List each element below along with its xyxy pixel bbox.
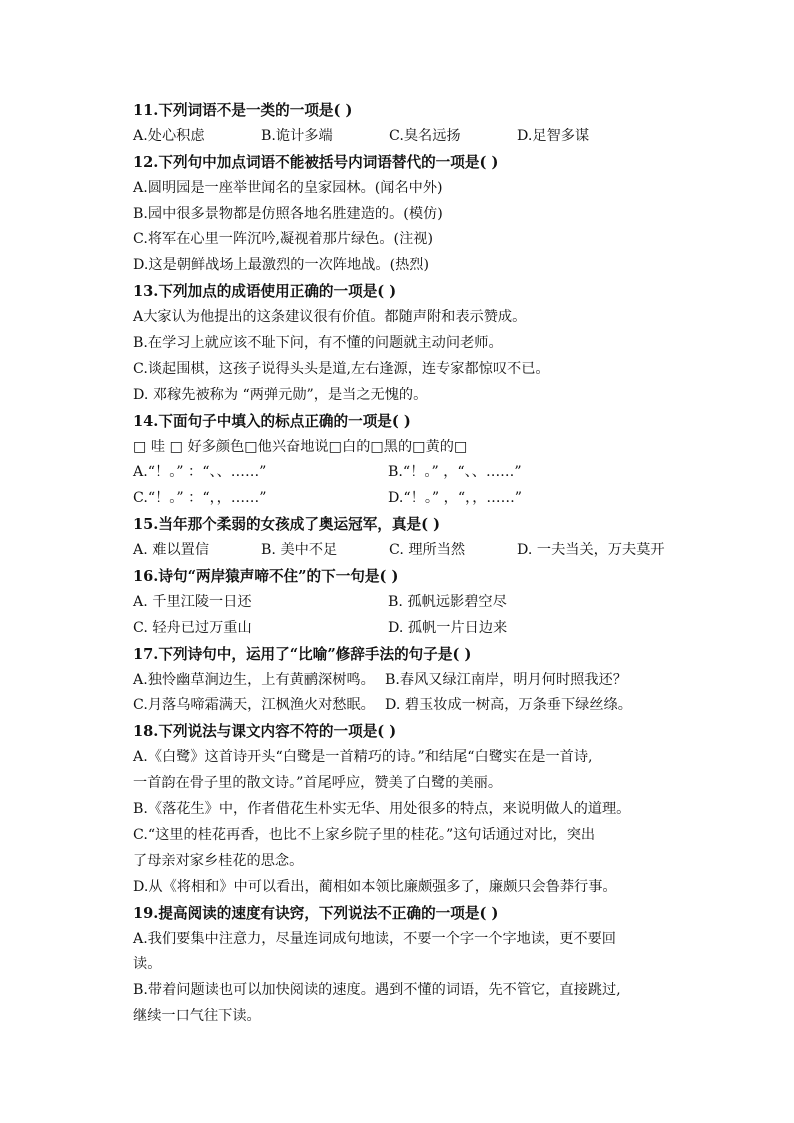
question-13-title: 13.下列加点的成语使用正确的一项是( ) — [133, 283, 397, 301]
question-19-title: 19.提高阅读的速度有诀窍，下列说法不正确的一项是( ) — [133, 904, 499, 922]
option-d: D.从《将相和》中可以看出，蔺相如本领比廉颇强多了，廉颇只会鲁莽行事。 — [133, 878, 617, 895]
option-a: A.我们要集中注意力，尽量连词成句地读，不要一个字一个字地读，更不要回 — [133, 930, 616, 947]
question-14-options-cd — [133, 486, 671, 512]
option-b: B.“！。” ，“、、……” — [388, 464, 522, 481]
question-16-options-cd — [133, 616, 671, 642]
question-15-title: 15.当年那个柔弱的女孩成了奥运冠军，真是( ) — [133, 516, 440, 534]
option-c: C.“这里的桂花再香，也比不上家乡院子里的桂花。”这句话通过对比，突出 — [133, 826, 596, 843]
option-c: C. 理所当然 — [389, 542, 466, 559]
option-d: D.“！。” ，“，，……” — [388, 490, 523, 507]
question-16-title: 16.诗句“两岸猿声啼不住”的下一句是( ) — [133, 568, 399, 586]
option-a: A.处心积虑 — [133, 127, 205, 144]
option-a: A.圆明园是一座举世闻名的皇家园林。(闻名中外) — [133, 179, 443, 196]
option-b: B. 孤帆远影碧空尽 — [388, 593, 507, 610]
option-b: B.诡计多端 — [261, 127, 333, 144]
option-d: D. 孤帆一片日边来 — [388, 619, 508, 636]
option-a-continued: 一首韵在骨子里的散文诗。”首尾呼应，赞美了白鹭的美丽。 — [133, 775, 503, 792]
option-a: A.“！。” ：“、、……” — [133, 464, 267, 481]
question-11-title: 11.下列词语不是一类的一项是( ) — [133, 102, 353, 119]
option-d: D. 一夫当关，万夫莫开 — [517, 542, 665, 559]
option-b-continued: 继续一口气往下读。 — [133, 1008, 261, 1025]
option-a-continued: 读。 — [133, 956, 162, 973]
option-c-continued: 了母亲对家乡桂花的思念。 — [133, 852, 304, 869]
option-a: A大家认为他提出的这条建议很有价值。都随声附和表示赞成。 — [133, 309, 527, 326]
question-18-title: 18.下列说法与课文内容不符的一项是( ) — [133, 723, 397, 741]
question-17-options-ab — [133, 668, 671, 694]
option-b: B.带着问题读也可以加快阅读的速度。遇到不懂的词语，先不管它，直接跳过, — [133, 982, 621, 999]
question-17-options-cd — [133, 693, 671, 719]
option-b: B.园中很多景物都是仿照各地名胜建造的。(模仿) — [133, 205, 443, 222]
option-b: B. 美中不足 — [261, 542, 338, 559]
question-12-title: 12.下列句中加点词语不能被括号内词语替代的一项是( ) — [133, 153, 499, 171]
option-d: D. 邓稼先被称为 “两弹元勋”，是当之无愧的。 — [133, 386, 428, 403]
option-b: B.春风又绿江南岸，明月何时照我还？ — [385, 671, 627, 688]
question-11-options — [133, 124, 671, 150]
option-d: D. 碧玉妆成一树高，万条垂下绿丝绦。 — [385, 697, 632, 714]
option-c: C.谈起围棋，这孩子说得头头是道,左右逢源，连专家都惊叹不已。 — [133, 360, 550, 377]
option-d: D.这是朝鲜战场上最激烈的一次阵地战。(热烈) — [133, 257, 430, 274]
question-14-options-ab — [133, 460, 671, 486]
option-d: D.足智多谋 — [517, 127, 590, 144]
option-a: A. 难以置信 — [133, 542, 210, 559]
option-b: B.《落花生》中，作者借花生朴实无华、用处很多的特点，来说明做人的道理。 — [133, 801, 631, 818]
option-c: C.臭名远扬 — [389, 127, 461, 144]
option-a: A.独怜幽草涧边生，上有黄鹂深树鸣。 — [133, 671, 375, 688]
question-14-sentence: □ 哇 □ 好多颜色□他兴奋地说□白的□黑的□黄的□ — [133, 438, 468, 455]
option-c: C.将军在心里一阵沉吟,凝视着那片绿色。(注视) — [133, 231, 434, 248]
option-c: C.“！。” ：“，，……” — [133, 490, 267, 507]
option-c: C.月落乌啼霜满天，江枫渔火对愁眠。 — [133, 697, 375, 714]
option-b: B.在学习上就应该不耻下问，有不懂的问题就主动问老师。 — [133, 335, 503, 352]
question-16-options-ab — [133, 590, 671, 616]
question-list — [133, 98, 671, 1030]
option-a: A. 千里江陵一日还 — [133, 593, 252, 610]
option-c: C. 轻舟已过万重山 — [133, 619, 252, 636]
question-14-title: 14.下面句子中填入的标点正确的一项是( ) — [133, 412, 411, 430]
question-17-title: 17.下列诗句中，运用了“比喻”修辞手法的句子是( ) — [133, 645, 472, 663]
option-a: A.《白鹭》这首诗开头“白鹭是一首精巧的诗。”和结尾“白鹭实在是一首诗, — [133, 749, 593, 766]
question-15-options — [133, 538, 671, 564]
